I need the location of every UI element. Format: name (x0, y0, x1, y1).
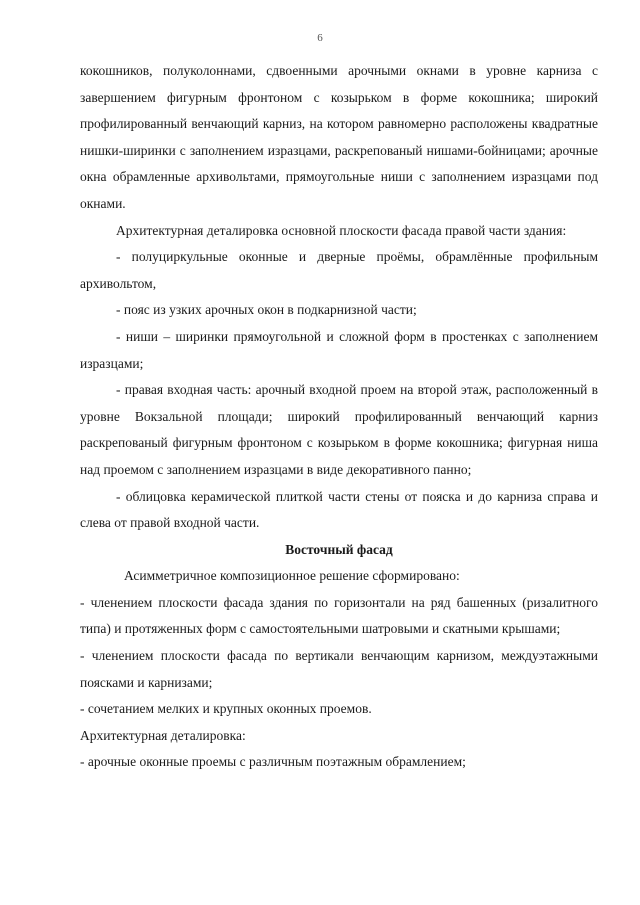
list-item-niches: - ниши – ширинки прямоугольной и сложной форм в простенках с заполнением изразцами; (80, 328, 598, 371)
page-body (80, 58, 598, 776)
list-item-window-combination: - сочетанием мелких и крупных оконных проемов. (80, 701, 372, 717)
section-heading: Восточный фасад (285, 541, 393, 557)
list-item-windows-belt: - пояс из узких арочных окон в подкарнизной части; (116, 302, 417, 318)
list-item-right-entrance: - правая входная часть: арочный входной проем на второй этаж, расположенный в уровне Вокзальной площади; широкий профилированный венчающий карниз раскрепованый фигурным фронтоном с козырьком в форме кокошника; фигурная ниша над проемом с заполнением изразцами в виде декоративного панно; (80, 382, 598, 477)
list-item-horizontal-division: - членением плоскости фасада здания по горизонтали на ряд башенных (ризалитного типа) и протяженных форм с самостоятельными шатровыми и скатными крышами; (80, 594, 598, 637)
list-item-vertical-division: - членением плоскости фасада по вертикали венчающим карнизом, междуэтажными поясками и карнизами; (80, 648, 598, 690)
paragraph-continuation: кокошников, полуколоннами, сдвоенными арочными окнами в уровне карниза с завершением фигурным фронтоном с козырьком в форме кокошника; широкий профилированный венчающий карниз, на котором равномерно расположены квадратные нишки-ширинки с заполнением изразцами, раскрепованый нишами-бойницами; арочные окна обрамленные архивольтами, прямоугольные ниши с заполнением изразцами под окнами. (80, 63, 598, 211)
paragraph-composition: Асимметричное композиционное решение сформировано: (124, 568, 460, 584)
list-item-arches: - полуциркульные оконные и дверные проёмы, обрамлённые профильным архивольтом, (80, 249, 598, 291)
paragraph-detailing: Архитектурная деталировка: (80, 727, 246, 743)
page-number: 6 (317, 32, 323, 44)
list-item-tile-cladding: - облицовка керамической плиткой части стены от пояска и до карниза справа и слева от правой входной части. (80, 488, 598, 531)
list-item-arched-windows: - арочные оконные проемы с различным поэтажным обрамлением; (80, 754, 466, 770)
paragraph-detailing-intro: Архитектурная деталировка основной плоскости фасада правой части здания: (116, 222, 567, 238)
